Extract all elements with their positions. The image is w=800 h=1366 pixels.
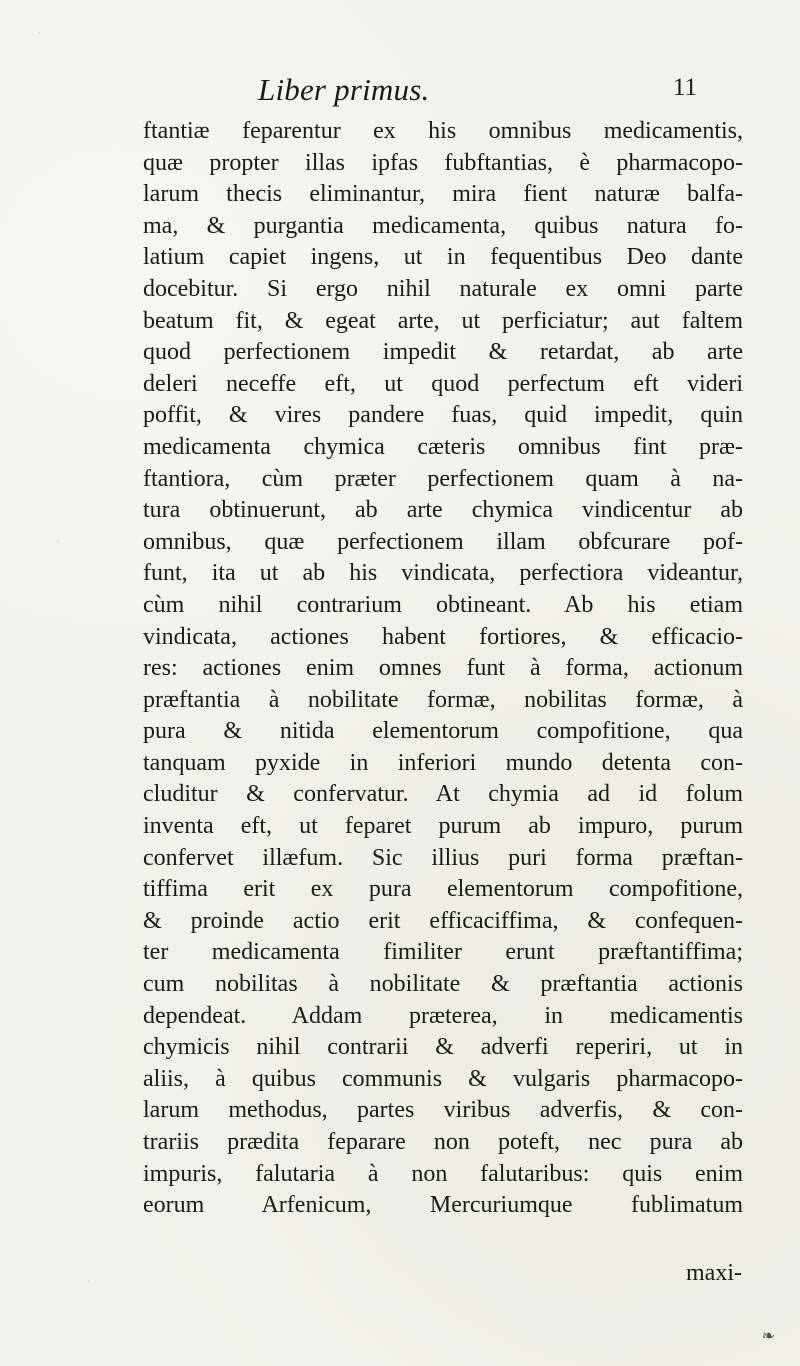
text-line-20: pura & nitida elementorum compofitione, qua	[143, 718, 743, 745]
text-line-14: omnibus, quæ perfectionem illam obfcurare pof-	[143, 528, 743, 555]
text-line-8: quod perfectionem impedit & retardat, ab arte	[143, 339, 743, 366]
paper-speck	[88, 1280, 90, 1282]
text-line-11: medicamenta chymica cæteris omnibus fint præ-	[143, 433, 743, 460]
text-line-10: poffit, & vires pandere fuas, quid impedit, quin	[143, 402, 743, 429]
text-line-4: ma, & purgantia medicamenta, quibus natura fo-	[143, 212, 743, 239]
text-line-2: quæ propter illas ipfas fubftantias, è pharmacopo-	[143, 149, 743, 176]
text-line-35: eorum Arfenicum, Mercuriumque fublimatum	[143, 1192, 743, 1219]
text-line-30: chymicis nihil contrarii & adverfi reperiri, ut in	[143, 1034, 743, 1061]
text-line-12: ftantiora, cùm præter perfectionem quam à na-	[143, 465, 743, 492]
printer-mark: ❧	[761, 1328, 775, 1345]
page-header	[0, 72, 800, 116]
text-line-32: larum methodus, partes viribus adverfis, & con-	[143, 1097, 743, 1124]
text-line-28: cum nobilitas à nobilitate & præftantia actionis	[143, 971, 743, 998]
text-line-23: inventa eft, ut feparet purum ab impuro, purum	[143, 813, 743, 840]
text-line-16: cùm nihil contrarium obtineant. Ab his etiam	[143, 591, 743, 618]
text-line-6: docebitur. Si ergo nihil naturale ex omni parte	[143, 275, 743, 302]
text-block	[143, 116, 743, 1222]
text-line-7: beatum fit, & egeat arte, ut perficiatur; aut faltem	[143, 307, 743, 334]
text-line-29: dependeat. Addam præterea, in medicamentis	[143, 1002, 743, 1029]
paper-speck	[57, 540, 59, 542]
text-line-3: larum thecis eliminantur, mira fient naturæ balfa-	[143, 181, 743, 208]
page-number: 11	[672, 74, 697, 101]
text-line-17: vindicata, actiones habent fortiores, & efficacio-	[143, 623, 743, 650]
text-line-9: deleri neceffe eft, ut quod perfectum eft videri	[143, 370, 743, 397]
paper-speck	[38, 32, 40, 34]
text-line-22: cluditur & confervatur. At chymia ad id folum	[143, 781, 743, 808]
text-line-27: ter medicamenta fimiliter erunt præftantiffima;	[143, 939, 743, 966]
text-line-13: tura obtinuerunt, ab arte chymica vindicentur ab	[143, 497, 743, 524]
text-line-1: ftantiæ feparentur ex his omnibus medicamentis,	[143, 118, 743, 144]
text-line-15: funt, ita ut ab his vindicata, perfectiora videantur,	[143, 560, 743, 587]
text-line-18: res: actiones enim omnes funt à forma, actionum	[143, 655, 743, 682]
text-line-5: latium capiet ingens, ut in fequentibus Deo dante	[143, 244, 743, 271]
text-line-25: tiffima erit ex pura elementorum compofitione,	[143, 876, 743, 903]
catchword: maxi-	[686, 1260, 742, 1286]
text-line-24: confervet illæfum. Sic illius puri forma præftan-	[143, 844, 743, 871]
text-line-31: aliis, à quibus communis & vulgaris pharmacopo-	[143, 1065, 743, 1092]
text-line-34: impuris, falutaria à non falutaribus: quis enim	[143, 1160, 743, 1187]
paper-speck	[722, 620, 724, 622]
text-line-21: tanquam pyxide in inferiori mundo detenta con-	[143, 749, 743, 776]
text-line-19: præftantia à nobilitate formæ, nobilitas formæ, à	[143, 686, 743, 713]
text-line-26: & proinde actio erit efficaciffima, & confequen-	[143, 907, 743, 934]
text-line-33: trariis prædita feparare non poteft, nec pura ab	[143, 1129, 743, 1155]
running-head: Liber primus.	[258, 72, 430, 107]
